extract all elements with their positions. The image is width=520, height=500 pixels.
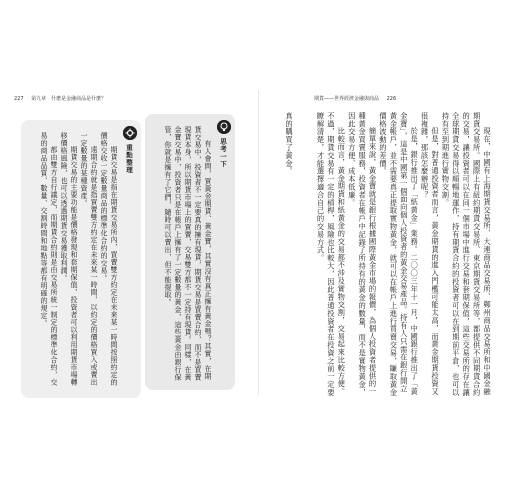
left-page-number: 227 <box>14 96 24 102</box>
think-paragraph: 有人會問，買黃金期貨、黃金寶，其實沒有真正擁有黃金嗎？其實，在期貨交易中，投資者不一定要真的擁有現貨，期貨交易是買賣合約，而不是買賣現貨本身，所以期貨市場上的買賣，交易雙方都不一定持有現貨。同樣，在黃金寶交易中，投資者只是在帳戶上擁有了一定數量的黃金，這些黃金由銀行保管，你就是擁有了它們，隨時可以賣出，但不能提取。 <box>164 126 212 381</box>
focus-box-label: 重點整理 <box>125 144 133 174</box>
right-header-title: 期貨——世界經濟金融與商品 <box>314 96 380 102</box>
gear-book-icon <box>123 126 137 140</box>
focus-paragraph: 遠期合約就是指買賣雙方約定在未來某一時間，以約定的價格買入或賣出一定數量的某種資產。 <box>80 132 98 386</box>
body-paragraph: 但是，對普通投資者而言，黃金期貨的進入門檻可能太高，而黃金期貨投資又很複雜，那該怎麼辦呢？ <box>420 112 440 396</box>
focus-box-text <box>27 132 119 390</box>
right-page-header <box>314 95 396 102</box>
body-paragraph: 真的購買了黃金。 <box>285 112 294 176</box>
right-page-body-end <box>258 112 294 400</box>
thinking-head-icon <box>217 120 231 134</box>
body-paragraph: 現在，中國有上海期貨交易所、大連商品交易所、鄭州商品交易所和中國金融期貨交易所。國際上有紐約期貨交易所、東京期貨交易所等，都提供不同期貨合約的交易，讓投資者可以在同一個市場中進行交易和套期保值，這些交易所的存在讓全球期貨交易得以順暢地運作，持有期貨合約的投資者可以在到期前平倉，也可以持有至到期進行實物交割。 <box>441 112 492 397</box>
focus-paragraph: 都由雙方自行議定，而期貨合約則是由交易所統一制定的標準化合約，交易的商品品質、數量、交割時間和地點等都有明確的規定。 <box>40 132 58 386</box>
think-box <box>145 114 235 390</box>
focus-paragraph: 期貨交易是指在期貨交易所內，買賣雙方約定在未來某一時間按照約定的價格交收一定數量商品的標準化合約的交易。 <box>100 132 118 386</box>
body-paragraph: 簡單來說，黃金寶就是銀行根據國際黃金市場的報價，為個人投資者提供的一種黃金買賣服務，投資者在帳戶中記錄了所持有的黃金的數量，而不是實物黃金，因此交易方便、成本低廉。 <box>347 112 378 397</box>
right-page-number: 226 <box>386 96 397 102</box>
body-paragraph: 比較而言，黃金期貨和紙黃金的交易都不涉及實物交割，交易起來比較方便。不過，期貨交易有一定的槓桿，風險也比較大，因此普通投資者在投資之前一定要瞭解清楚，才能選擇適合自己的交易方式。 <box>316 112 347 397</box>
focus-box <box>21 120 141 398</box>
right-page-body <box>296 112 492 400</box>
left-header-title: 第九章 什麼是金融商品是什麼？ <box>31 96 107 102</box>
think-box-text <box>151 126 213 382</box>
left-page-header <box>14 95 106 102</box>
think-box-label: 思考一下 <box>219 138 227 168</box>
focus-paragraph: 期貨交易的主要功能是價格發現和套期保值，投資者可以利用期貨市場轉移價格風險，也可以透過期貨交易獲取利潤。 <box>60 132 78 386</box>
body-paragraph: 於是，銀行推出了「紙黃金」業務。二〇〇三年十一月，中國銀行推出了「黃金寶」，這是中國第一個面向個人投資者的黃金交易產品。持有人只需在銀行開立黃金帳戶，並不需要真正提取實物黃金，就可以在帳戶上進行買賣交易，賺取黃金價格波動的差價。 <box>378 112 420 397</box>
